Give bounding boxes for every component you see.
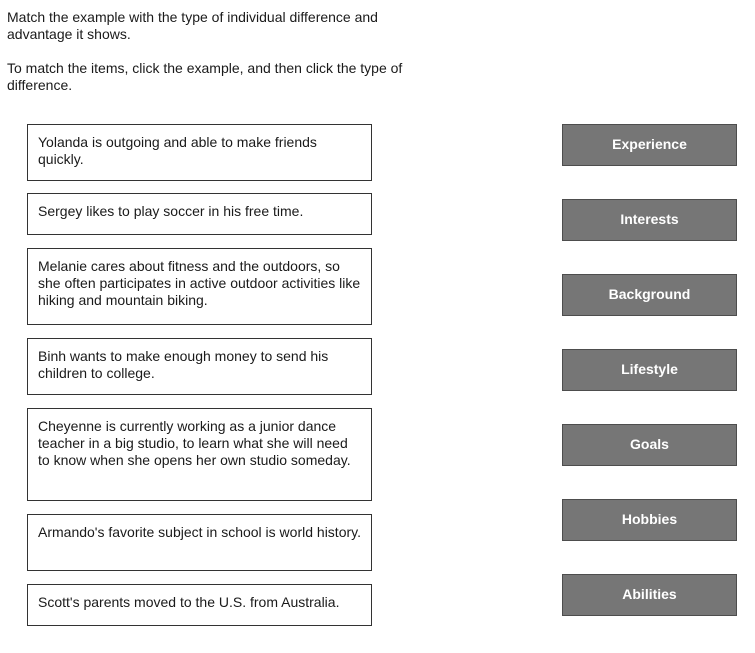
example-sergey[interactable]: Sergey likes to play soccer in his free time. [27,193,372,235]
example-cheyenne[interactable]: Cheyenne is currently working as a junior dance teacher in a big studio, to learn what she will need to know when she opens her own studio someday. [27,408,372,501]
example-melanie[interactable]: Melanie cares about fitness and the outdoors, so she often participates in active outdoor activities like hiking and mountain biking. [27,248,372,325]
type-abilities-button[interactable]: Abilities [562,574,737,616]
example-binh[interactable]: Binh wants to make enough money to send his children to college. [27,338,372,395]
type-interests-button[interactable]: Interests [562,199,737,241]
example-armando[interactable]: Armando's favorite subject in school is world history. [27,514,372,571]
type-lifestyle-button[interactable]: Lifestyle [562,349,737,391]
example-yolanda[interactable]: Yolanda is outgoing and able to make friends quickly. [27,124,372,181]
type-hobbies-button[interactable]: Hobbies [562,499,737,541]
type-experience-button[interactable]: Experience [562,124,737,166]
type-background-button[interactable]: Background [562,274,737,316]
example-scott[interactable]: Scott's parents moved to the U.S. from Australia. [27,584,372,626]
instructions-line-2: To match the items, click the example, and then click the type of difference. [7,60,403,93]
instructions-line-1: Match the example with the type of individual difference and advantage it shows. [7,9,378,42]
type-goals-button[interactable]: Goals [562,424,737,466]
instructions [7,9,447,111]
